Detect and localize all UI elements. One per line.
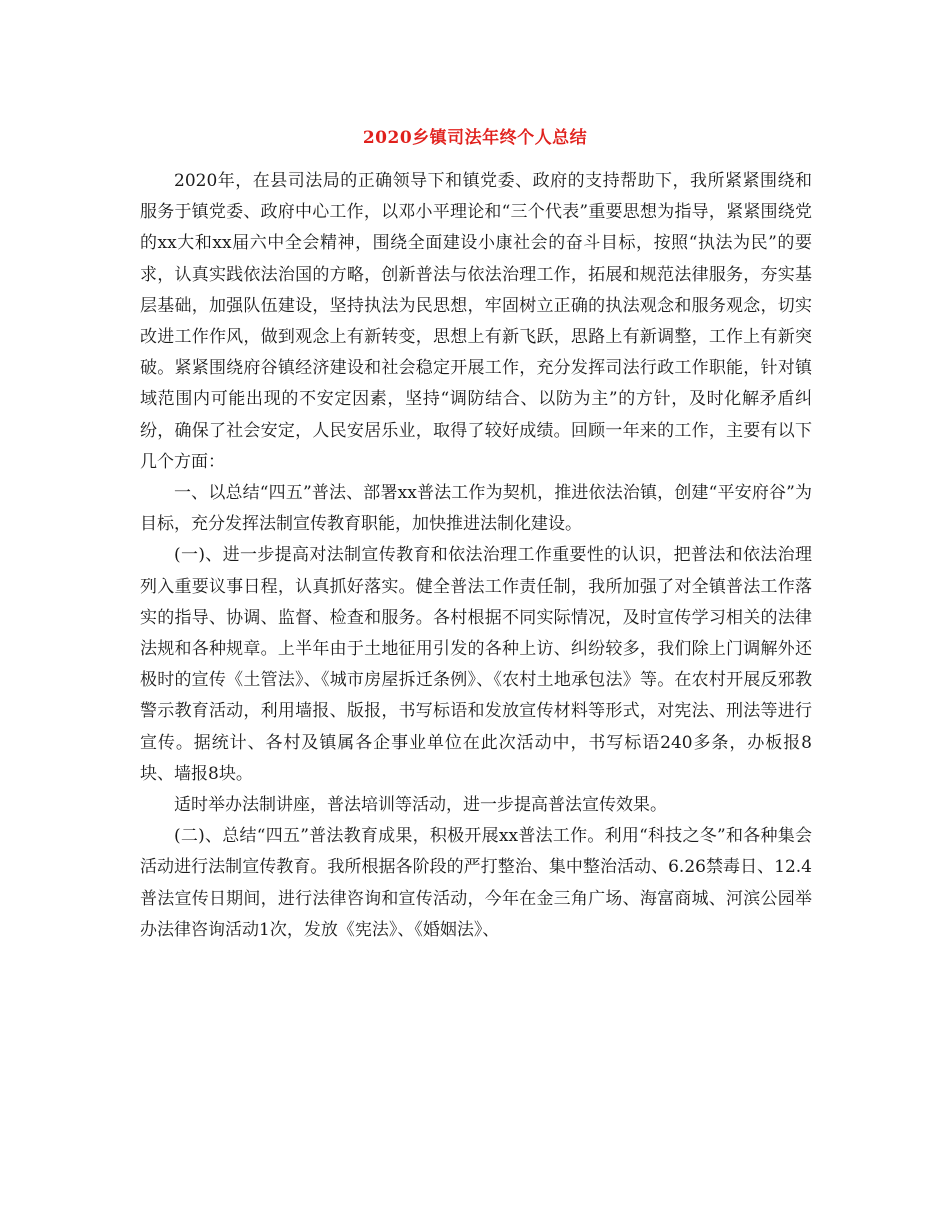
document-title: 2020乡镇司法年终个人总结 <box>362 128 588 148</box>
paragraph-intro: 2020年，在县司法局的正确领导下和镇党委、政府的支持帮助下，我所紧紧围绕和服务于镇党委、政府中心工作，以邓小平理论和“三个代表”重要思想为指导，紧紧围绕党的xx大和xx届六中全会精神，围绕全面建设小康社会的奋斗目标，按照“执法为民”的要求，认真实践依法治国的方略，创新普法与依法治理工作，拓展和规范法律服务，夯实基层基础，加强队伍建设，坚持执法为民思想，牢固树立正确的执法观念和服务观念，切实改进工作作风，做到观念上有新转变，思想上有新飞跃，思路上有新调整，工作上有新突破。紧紧围绕府谷镇经济建设和社会稳定开展工作，充分发挥司法行政工作职能，针对镇域范围内可能出现的不安定因素，坚持“调防结合、以防为主”的方针，及时化解矛盾纠纷，确保了社会安定，人民安居乐业，取得了较好成绩。回顾一年来的工作，主要有以下几个方面： <box>140 171 812 472</box>
paragraph-subsection-2: (二)、总结“四五”普法教育成果，积极开展xx普法工作。利用“科技之冬”和各种集会活动进行法制宣传教育。我所根据各阶段的严打整治、集中整治活动、6.26禁毒日、12.4普法宣传日期间，进行法律咨询和宣传活动，今年在金三角广场、海富商城、河滨公园举办法律咨询活动1次，发放《宪法》、《婚姻法》、 <box>140 826 812 940</box>
document-body <box>140 166 812 946</box>
paragraph-subsection-1: (一)、进一步提高对法制宣传教育和依法治理工作重要性的认识，把普法和依法治理列入重要议事日程，认真抓好落实。健全普法工作责任制，我所加强了对全镇普法工作落实的指导、协调、监督、检查和服务。各村根据不同实际情况，及时宣传学习相关的法律法规和各种规章。上半年由于土地征用引发的各种上访、纠纷较多，我们除上门调解外还极时的宣传《土管法》、《城市房屋拆迁条例》、《农村土地承包法》等。在农村开展反邪教警示教育活动，利用墙报、版报，书写标语和发放宣传材料等形式，对宪法、刑法等进行宣传。据统计、各村及镇属各企事业单位在此次活动中，书写标语240多条，办板报8块、墙报8块。 <box>140 545 812 784</box>
paragraph-section-1: 一、以总结“四五”普法、部署xx普法工作为契机，推进依法治镇，创建“平安府谷”为目标，充分发挥法制宣传教育职能，加快推进法制化建设。 <box>140 483 812 535</box>
paragraph-lectures: 适时举办法制讲座，普法培训等活动，进一步提高普法宣传效果。 <box>174 795 667 816</box>
